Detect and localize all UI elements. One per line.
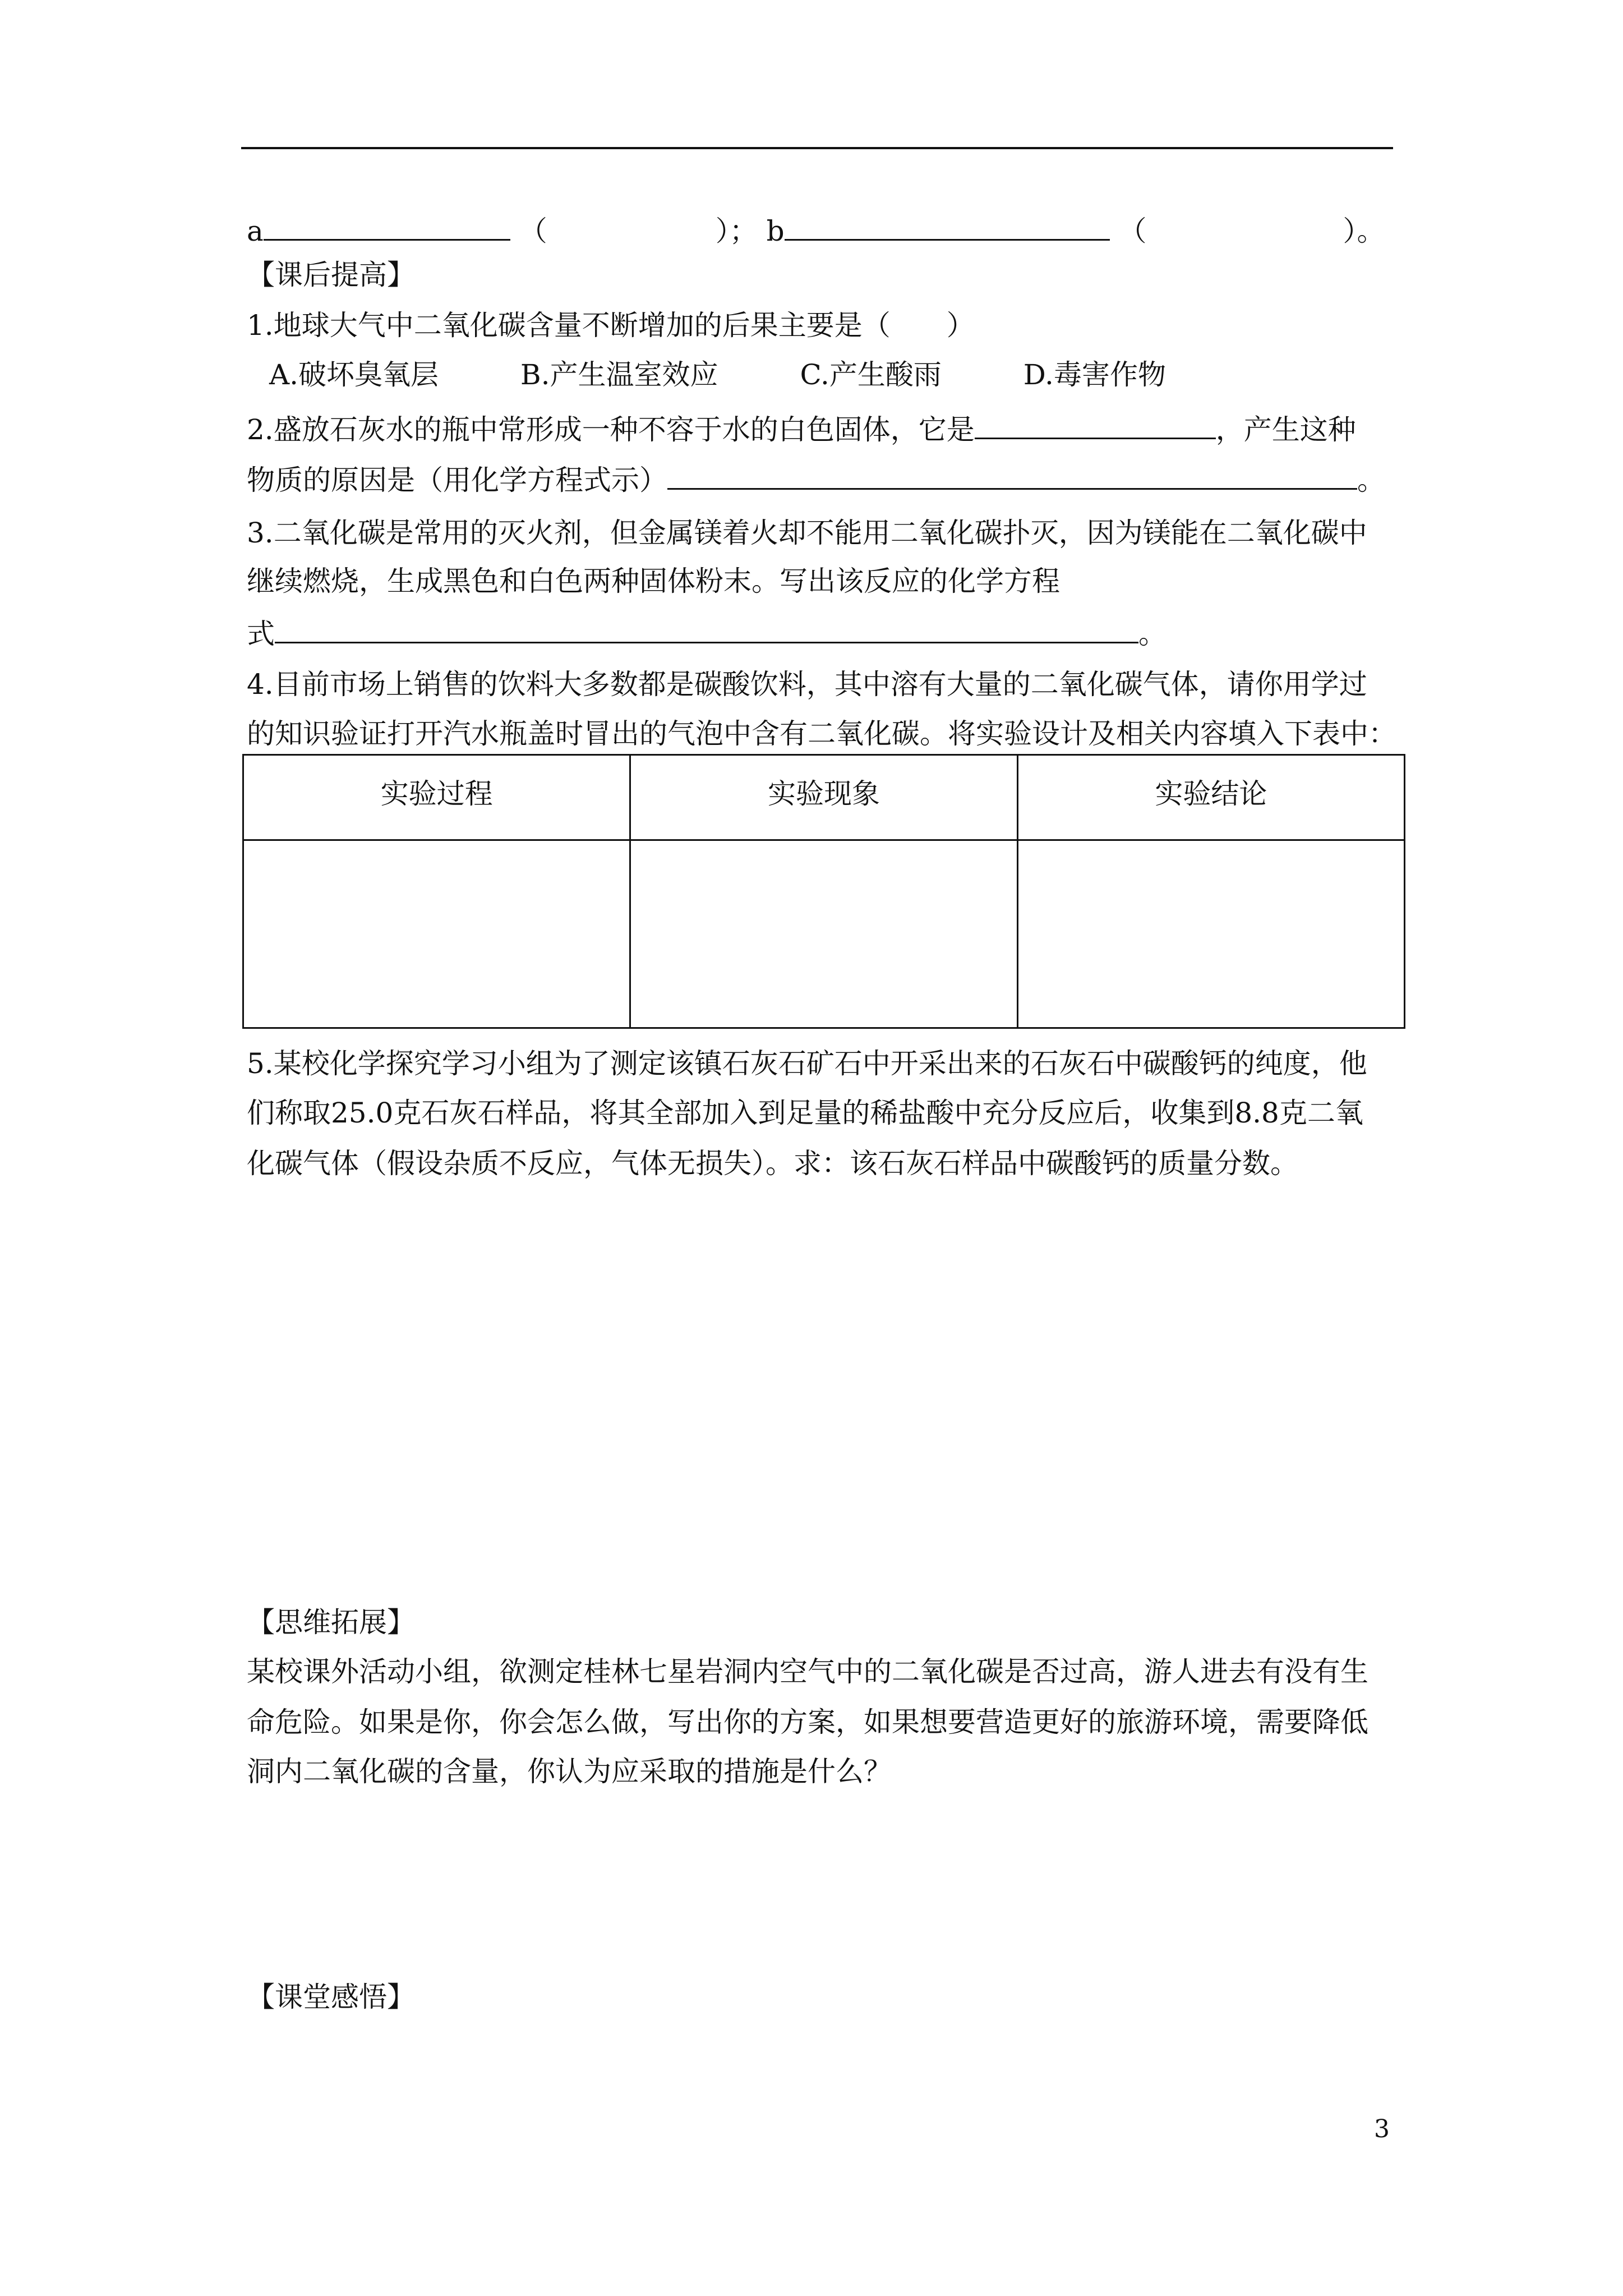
q5-line2: 们称取25.0克石灰石样品，将其全部加入到足量的稀盐酸中充分反应后，收集到8.8克二氧 [247,1097,1363,1129]
thinking-line2: 命危险。如果是你，你会怎么做，写出你的方案，如果想要营造更好的旅游环境，需要降低 [247,1706,1368,1738]
q2-blank-equation[interactable] [667,459,1357,490]
q5-line3: 化碳气体（假设杂质不反应，气体无损失）。求：该石灰石样品中碳酸钙的质量分数。 [247,1147,1298,1180]
q4-line1: 4.目前市场上销售的饮料大多数都是碳酸饮料，其中溶有大量的二氧化碳气体，请你用学过 [247,668,1367,701]
q5-line1: 5.某校化学探究学习小组为了测定该镇石灰石矿石中开采出来的石灰石中碳酸钙的纯度，他 [247,1047,1367,1080]
blank-a[interactable] [264,210,510,241]
q1-option-b[interactable]: B.产生温室效应 [520,358,718,391]
q1-option-a[interactable]: A.破坏臭氧层 [269,358,439,391]
thinking-line1: 某校课外活动小组，欲测定桂林七星岩洞内空气中的二氧化碳是否过高，游人进去有没有生 [247,1655,1368,1688]
q1-options [269,352,1166,397]
q2-text-c: 物质的原因是（用化学方程式示） [247,464,667,496]
thinking-line3: 洞内二氧化碳的含量，你认为应采取的措施是什么？ [247,1755,892,1788]
blank-b[interactable] [785,210,1110,241]
table-header-conclusion: 实验结论 [1017,755,1404,840]
blank-line-ab [247,209,1385,254]
q3-line3 [247,611,1166,656]
header-rule [241,147,1393,149]
table-cell-process[interactable] [243,840,630,1028]
q2-line1 [247,407,1356,452]
paren-b: （ ）。 [1118,215,1385,247]
page-number: 3 [1374,2115,1390,2143]
q3-line1: 3.二氧化碳是常用的灭火剂，但金属镁着火却不能用二氧化碳扑灭，因为镁能在二氧化碳中 [247,517,1367,549]
table-header-row [243,755,1405,840]
q4-line2: 的知识验证打开汽水瓶盖时冒出的气泡中含有二氧化碳。将实验设计及相关内容填入下表中： [247,717,1396,750]
q1-stem: 1.地球大气中二氧化碳含量不断增加的后果主要是（ ） [247,309,975,342]
q2-line2 [247,458,1385,503]
q3-blank-equation[interactable] [275,613,1138,643]
table-row [243,840,1405,1028]
table-header-process: 实验过程 [243,755,630,840]
experiment-table [242,754,1405,1029]
label-b: b [766,215,785,247]
q1-option-c[interactable]: C.产生酸雨 [800,358,942,391]
q2-text-d: 。 [1357,464,1385,496]
q3-text-a: 式 [247,618,275,650]
table-header-phenomenon: 实验现象 [630,755,1017,840]
table-cell-conclusion[interactable] [1017,840,1404,1028]
q3-text-b: 。 [1138,618,1166,650]
label-a: a [247,215,264,247]
q1-option-d[interactable]: D.毒害作物 [1023,358,1166,391]
section-thinking: 【思维拓展】 [247,1606,415,1639]
paren-a: （ ）； [519,215,758,247]
q3-line2: 继续燃烧，生成黑色和白色两种固体粉末。写出该反应的化学方程 [247,565,1060,597]
section-reflection: 【课堂感悟】 [247,1981,415,2013]
q2-text-a: 2.盛放石灰水的瓶中常形成一种不容于水的白色固体，它是 [247,413,975,446]
q2-blank-substance[interactable] [975,408,1216,439]
section-after-class: 【课后提高】 [247,259,415,291]
q2-text-b: ，产生这种 [1215,413,1356,446]
table-cell-phenomenon[interactable] [630,840,1017,1028]
